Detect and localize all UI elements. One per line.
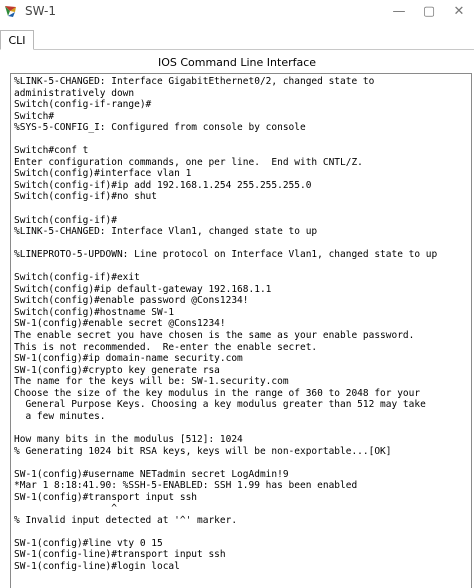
title-bar [0, 0, 474, 22]
terminal-line: *Mar 1 8:18:41.90: %SSH-5-ENABLED: SSH 1.99 has been enabled [14, 480, 358, 492]
terminal-line: SW-1(config)#line vty 0 15 [14, 537, 163, 549]
terminal-line: Enter configuration commands, one per line. End with CNTL/Z. [14, 156, 363, 168]
terminal-line: % Invalid input detected at '^' marker. [14, 514, 238, 526]
terminal-line: %LINK-5-CHANGED: Interface Vlan1, changed state to up [14, 226, 318, 238]
close-button[interactable]: ✕ [453, 3, 465, 19]
terminal-line: Switch#conf t [14, 145, 89, 157]
router-icon [3, 3, 19, 19]
terminal-line: SW-1(config)#username NETadmin secret LogAdmin!9 [14, 468, 289, 480]
terminal-output [11, 74, 471, 573]
terminal-line [14, 238, 471, 250]
terminal-line [14, 526, 471, 538]
terminal-line [14, 457, 471, 469]
terminal-line: SW-1(config-line)#transport input ssh [14, 549, 226, 561]
terminal-line [14, 203, 471, 215]
terminal-line: Choose the size of the key modulus in the range of 360 to 2048 for your [14, 387, 421, 399]
tab-bar [0, 22, 474, 50]
terminal-line [14, 134, 471, 146]
terminal-line: Switch(config)#interface vlan 1 [14, 168, 192, 180]
terminal-line: Switch(config-if)#exit [14, 272, 140, 284]
terminal-line: Switch(config-if-range)# [14, 99, 152, 111]
terminal-line: Switch(config)#hostname SW-1 [14, 306, 175, 318]
terminal-line: SW-1(config)#enable secret @Cons1234! [14, 318, 226, 330]
terminal-line: administratively down [14, 87, 135, 99]
terminal-line: Switch(config)#ip default-gateway 192.168.1.1 [14, 283, 272, 295]
terminal-line: SW-1(config-line)#login local [14, 560, 180, 572]
window-controls [384, 0, 474, 22]
terminal-line: This is not recommended. Re-enter the enable secret. [14, 341, 318, 353]
terminal-line: % Generating 1024 bit RSA keys, keys will be non-exportable...[OK] [14, 445, 392, 457]
section-title: IOS Command Line Interface [157, 56, 317, 69]
terminal-line: %LINEPROTO-5-UPDOWN: Line protocol on Interface Vlan1, changed state to up [14, 249, 438, 261]
terminal-line: %SYS-5-CONFIG_I: Configured from console by console [14, 122, 306, 134]
terminal-line: The enable secret you have chosen is the same as your enable password. [14, 330, 415, 342]
terminal-line: SW-1(config)#ip domain-name security.com [14, 353, 243, 365]
terminal-line: Switch(config)#enable password @Cons1234! [14, 295, 249, 307]
terminal-line: %LINK-5-CHANGED: Interface GigabitEthernet0/2, changed state to [14, 76, 375, 87]
terminal-line: The name for the keys will be: SW-1.security.com [14, 376, 289, 388]
terminal-line: Switch(config-if)#ip add 192.168.1.254 255.255.255.0 [14, 179, 312, 191]
terminal-line [14, 422, 471, 434]
terminal-line: Switch# [14, 110, 55, 122]
terminal-line: ^ [14, 503, 117, 515]
terminal-line: a few minutes. [14, 410, 106, 422]
cli-terminal[interactable] [10, 73, 472, 588]
terminal-line: General Purpose Keys. Choosing a key modulus greater than 512 may take [14, 399, 426, 411]
terminal-line: Switch(config-if)# [14, 214, 117, 226]
terminal-line: SW-1(config)#transport input ssh [14, 491, 198, 503]
terminal-line: SW-1(config)#crypto key generate rsa [14, 364, 220, 376]
tab-cli[interactable]: CLI [0, 30, 34, 50]
terminal-line: How many bits in the modulus [512]: 1024 [14, 433, 243, 445]
minimize-button[interactable]: — [392, 3, 406, 19]
maximize-button[interactable]: ▢ [422, 3, 436, 19]
terminal-line [14, 261, 471, 273]
terminal-line: Switch(config-if)#no shut [14, 191, 157, 203]
window-title: SW-1 [25, 4, 56, 18]
